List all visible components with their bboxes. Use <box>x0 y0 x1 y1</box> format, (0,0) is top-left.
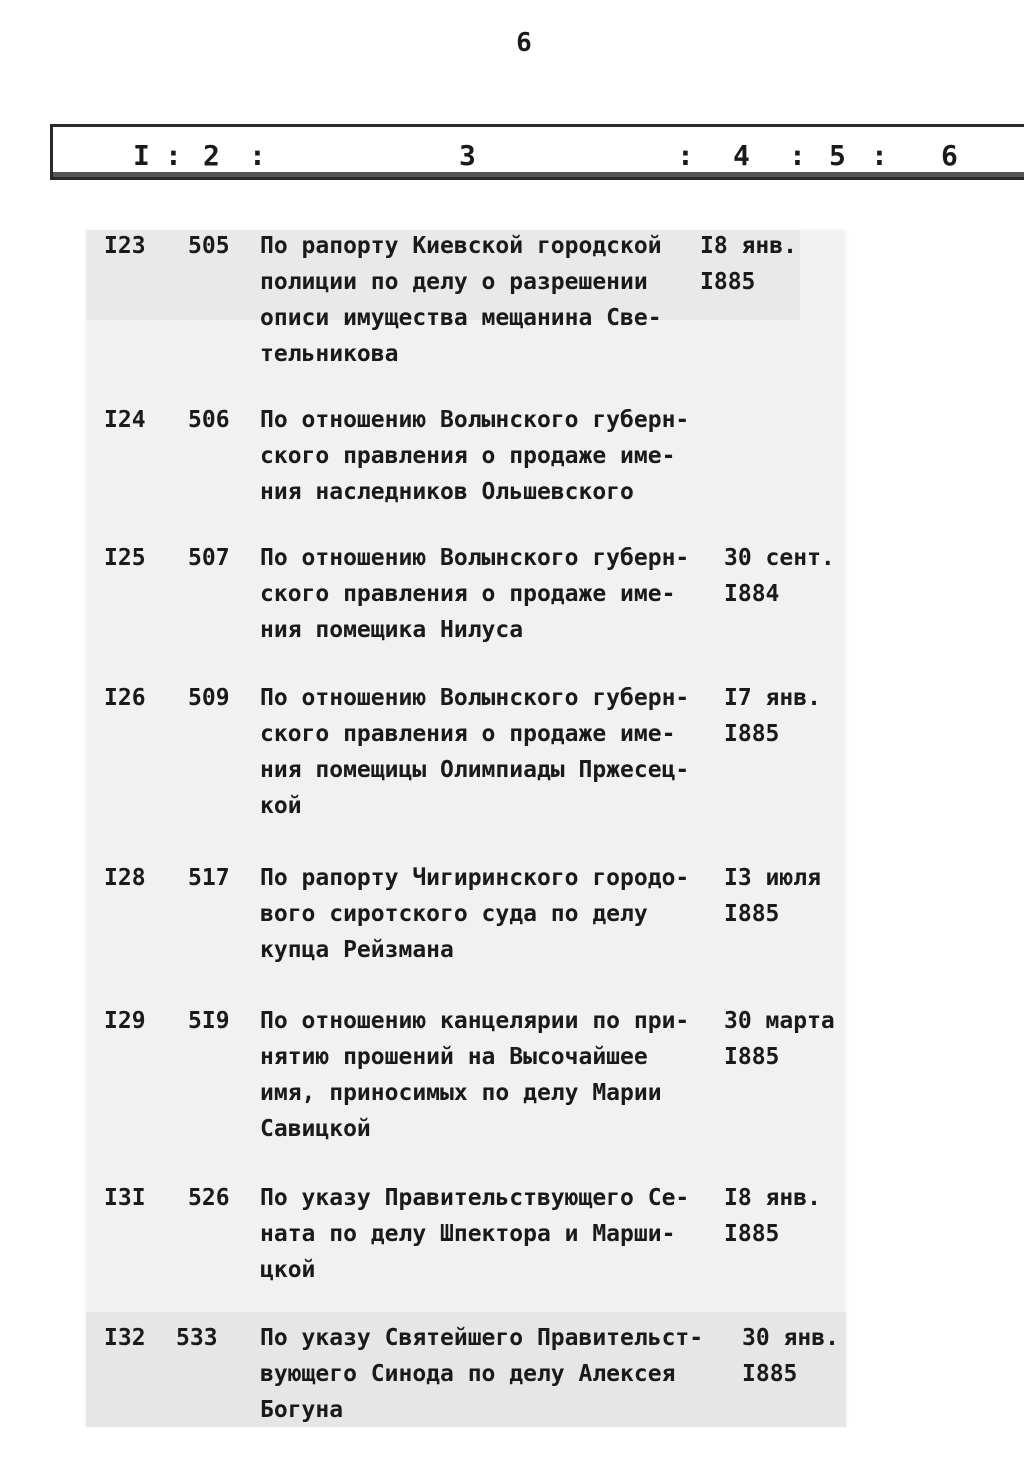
row-description <box>260 1180 730 1288</box>
description-line: полиции по делу о разрешении <box>260 269 648 295</box>
date-year: I885 <box>700 269 756 295</box>
description-line: Савицкой <box>260 1116 371 1142</box>
description-line: купца Рейзмана <box>260 937 454 963</box>
description-line: описи имущества мещанина Све- <box>260 305 662 331</box>
row-number: I26 <box>104 685 146 711</box>
row-number: I25 <box>104 545 146 571</box>
description-line: По рапорту Киевской городской <box>260 233 662 259</box>
description-line: ния помещика Нилуса <box>260 617 524 643</box>
date-year: I885 <box>724 901 780 927</box>
column-separator: : <box>677 139 694 172</box>
row-number: I23 <box>104 233 146 259</box>
column-header-2: 2 <box>203 139 220 172</box>
row-date <box>724 680 854 752</box>
row-number: I3I <box>104 1185 146 1211</box>
description-line: По указу Правительствующего Се- <box>260 1185 690 1211</box>
date-day: 30 сент. <box>724 545 835 571</box>
description-line: кой <box>260 793 302 819</box>
description-line: ния помещицы Олимпиады Пржесец- <box>260 757 690 783</box>
description-line: ского правления о продаже име- <box>260 443 676 469</box>
date-year: I884 <box>724 581 780 607</box>
row-description <box>260 860 730 968</box>
description-line: По отношению Волынского губерн- <box>260 407 690 433</box>
row-number: I24 <box>104 407 146 433</box>
description-line: ского правления о продаже име- <box>260 581 676 607</box>
row-code: 5I9 <box>188 1008 230 1034</box>
row-date <box>724 1003 854 1075</box>
row-date <box>724 1180 854 1252</box>
description-line: тельникова <box>260 341 399 367</box>
column-header-3: 3 <box>459 139 476 172</box>
row-description <box>260 402 730 510</box>
row-code: 533 <box>176 1325 218 1351</box>
row-code: 505 <box>188 233 230 259</box>
description-line: имя, приносимых по делу Марии <box>260 1080 662 1106</box>
column-separator: : <box>789 139 806 172</box>
date-day: 30 марта <box>724 1008 835 1034</box>
description-line: По отношению Волынского губерн- <box>260 685 690 711</box>
date-year: I885 <box>724 1044 780 1070</box>
row-description <box>260 540 730 648</box>
column-header-4: 4 <box>733 139 750 172</box>
column-header-1: I <box>133 139 150 172</box>
row-date <box>724 860 854 932</box>
date-day: I8 янв. <box>724 1185 821 1211</box>
description-line: вующего Синода по делу Алексея <box>260 1361 676 1387</box>
description-line: ната по делу Шпектора и Марши- <box>260 1221 676 1247</box>
column-separator: : <box>871 139 888 172</box>
description-line: вого сиротского суда по делу <box>260 901 648 927</box>
description-line: цкой <box>260 1257 316 1283</box>
row-code: 506 <box>188 407 230 433</box>
table-header-row <box>50 124 1024 180</box>
column-separator: : <box>165 139 182 172</box>
row-code: 507 <box>188 545 230 571</box>
description-line: По отношению канцелярии по при- <box>260 1008 690 1034</box>
date-year: I885 <box>724 721 780 747</box>
row-code: 526 <box>188 1185 230 1211</box>
description-line: По отношению Волынского губерн- <box>260 545 690 571</box>
row-code: 517 <box>188 865 230 891</box>
row-description <box>260 1003 730 1147</box>
description-line: По указу Святейшего Правительст- <box>260 1325 704 1351</box>
date-year: I885 <box>724 1221 780 1247</box>
date-day: I3 июля <box>724 865 821 891</box>
date-year: I885 <box>742 1361 798 1387</box>
row-number: I32 <box>104 1325 146 1351</box>
column-header-6: 6 <box>941 139 958 172</box>
date-day: I8 янв. <box>700 233 797 259</box>
row-date <box>742 1320 872 1392</box>
column-separator: : <box>249 139 266 172</box>
description-line: Богуна <box>260 1397 344 1423</box>
column-header-5: 5 <box>829 139 846 172</box>
page-number: 6 <box>516 28 532 58</box>
description-line: ского правления о продаже име- <box>260 721 676 747</box>
date-day: 30 янв. <box>742 1325 839 1351</box>
description-line: ния наследников Ольшевского <box>260 479 634 505</box>
row-description <box>260 680 730 824</box>
row-description <box>260 228 730 372</box>
description-line: По рапорту Чигиринского городо- <box>260 865 690 891</box>
row-description <box>260 1320 730 1428</box>
row-date <box>724 540 854 612</box>
row-code: 509 <box>188 685 230 711</box>
row-number: I29 <box>104 1008 146 1034</box>
description-line: нятию прошений на Высочайшее <box>260 1044 648 1070</box>
row-number: I28 <box>104 865 146 891</box>
row-date <box>700 228 830 300</box>
date-day: I7 янв. <box>724 685 821 711</box>
